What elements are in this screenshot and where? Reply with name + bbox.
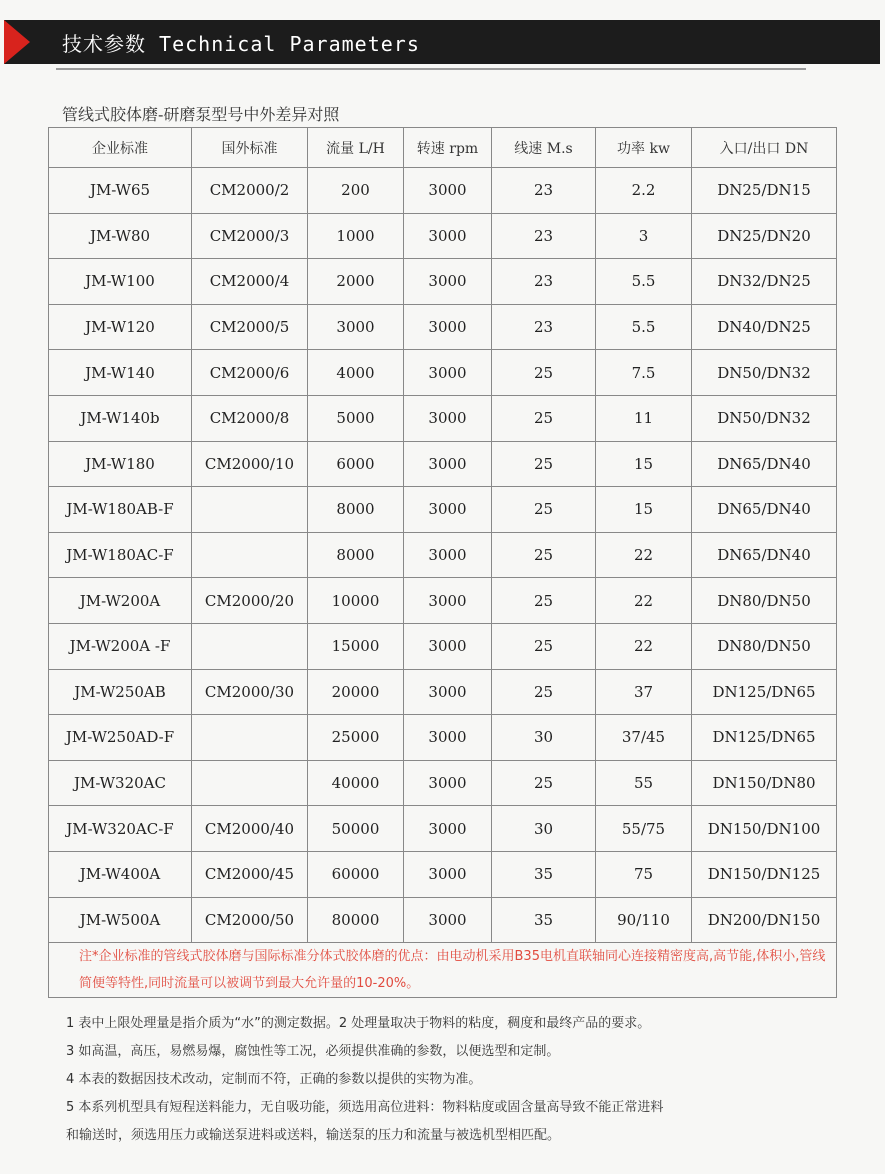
table-cell: 30 — [492, 806, 596, 852]
table-cell: 37 — [596, 669, 692, 715]
table-cell: 11 — [596, 395, 692, 441]
table-cell: JM-W140 — [49, 350, 192, 396]
table-cell: DN40/DN25 — [692, 304, 837, 350]
table-cell: CM2000/6 — [192, 350, 308, 396]
table-cell: 3000 — [404, 168, 492, 214]
table-cell — [192, 532, 308, 578]
table-row — [49, 441, 837, 487]
table-cell: 35 — [492, 851, 596, 897]
table-header-row — [49, 128, 837, 168]
table-row — [49, 578, 837, 624]
footnote: 4 本表的数据因技术改动，定制而不符，正确的参数以提供的实物为准。 — [66, 1072, 482, 1087]
table-cell — [192, 487, 308, 533]
table-row — [49, 304, 837, 350]
table-cell: JM-W180 — [49, 441, 192, 487]
section-title: 技术参数 Technical Parameters — [62, 32, 420, 56]
table-cell: JM-W320AC — [49, 760, 192, 806]
table-cell: JM-W250AD-F — [49, 715, 192, 761]
table-cell: 55 — [596, 760, 692, 806]
table-cell: 2000 — [308, 259, 404, 305]
table-cell: JM-W320AC-F — [49, 806, 192, 852]
table-cell: 50000 — [308, 806, 404, 852]
table-row — [49, 350, 837, 396]
table-cell: DN25/DN15 — [692, 168, 837, 214]
table-cell: 75 — [596, 851, 692, 897]
table-cell: 15 — [596, 487, 692, 533]
table-cell: 15 — [596, 441, 692, 487]
table-cell: 15000 — [308, 623, 404, 669]
table-cell: JM-W100 — [49, 259, 192, 305]
table-cell: CM2000/4 — [192, 259, 308, 305]
table-cell: 25 — [492, 623, 596, 669]
table-row — [49, 669, 837, 715]
table-row — [49, 487, 837, 533]
table-cell: 37/45 — [596, 715, 692, 761]
table-cell: 60000 — [308, 851, 404, 897]
table-cell: 22 — [596, 623, 692, 669]
table-cell: 23 — [492, 213, 596, 259]
footnote: 和输送时，须选用压力或输送泵进料或送料，输送泵的压力和流量与被选机型相匹配。 — [66, 1128, 561, 1143]
table-cell: 3000 — [404, 760, 492, 806]
footnote: 1 表中上限处理量是指介质为“水”的测定数据。2 处理量取决于物料的粘度，稠度和最终产品的要求。 — [66, 1016, 651, 1031]
table-cell: 3000 — [404, 213, 492, 259]
table-cell: 3000 — [404, 851, 492, 897]
parameters-table — [48, 127, 837, 998]
table-cell: JM-W250AB — [49, 669, 192, 715]
table-cell: 23 — [492, 259, 596, 305]
table-cell: 55/75 — [596, 806, 692, 852]
table-cell: 3000 — [404, 532, 492, 578]
table-cell: CM2000/45 — [192, 851, 308, 897]
table-cell: 25 — [492, 760, 596, 806]
table-cell: 3000 — [404, 715, 492, 761]
table-cell: JM-W500A — [49, 897, 192, 943]
table-cell: 25 — [492, 669, 596, 715]
table-cell: DN150/DN125 — [692, 851, 837, 897]
table-cell: JM-W140b — [49, 395, 192, 441]
table-cell: DN125/DN65 — [692, 669, 837, 715]
table-cell: CM2000/8 — [192, 395, 308, 441]
table-cell: 30 — [492, 715, 596, 761]
table-cell: 3 — [596, 213, 692, 259]
table-cell: 3000 — [404, 669, 492, 715]
table-cell: 25 — [492, 395, 596, 441]
table-cell: DN125/DN65 — [692, 715, 837, 761]
table-cell: CM2000/10 — [192, 441, 308, 487]
table-cell: JM-W120 — [49, 304, 192, 350]
table-cell: JM-W180AB-F — [49, 487, 192, 533]
table-cell: JM-W65 — [49, 168, 192, 214]
table-row — [49, 213, 837, 259]
table-cell: CM2000/30 — [192, 669, 308, 715]
table-title: 管线式胶体磨-研磨泵型号中外差异对照 — [62, 105, 340, 124]
table-cell: CM2000/20 — [192, 578, 308, 624]
table-cell: 22 — [596, 578, 692, 624]
table-cell: CM2000/2 — [192, 168, 308, 214]
table-cell: 35 — [492, 897, 596, 943]
table-cell — [192, 623, 308, 669]
table-row — [49, 395, 837, 441]
arrow-icon — [4, 20, 30, 64]
table-cell: JM-W180AC-F — [49, 532, 192, 578]
table-cell: DN32/DN25 — [692, 259, 837, 305]
table-cell: 4000 — [308, 350, 404, 396]
table-cell: 3000 — [404, 806, 492, 852]
table-cell: DN65/DN40 — [692, 532, 837, 578]
table-cell: 5.5 — [596, 259, 692, 305]
table-cell: 25000 — [308, 715, 404, 761]
table-cell: 25 — [492, 578, 596, 624]
table-cell: 10000 — [308, 578, 404, 624]
col-header: 功率 kw — [596, 128, 692, 168]
col-header: 国外标准 — [192, 128, 308, 168]
table-cell: DN65/DN40 — [692, 441, 837, 487]
table-cell — [192, 715, 308, 761]
table-cell: 23 — [492, 304, 596, 350]
table-cell: 3000 — [404, 623, 492, 669]
note-row — [49, 943, 837, 998]
table-cell: 25 — [492, 532, 596, 578]
table-cell: 5000 — [308, 395, 404, 441]
table-cell: 23 — [492, 168, 596, 214]
table-row — [49, 532, 837, 578]
table-row — [49, 806, 837, 852]
table-cell: 25 — [492, 350, 596, 396]
table-cell: 3000 — [404, 259, 492, 305]
table-cell: 20000 — [308, 669, 404, 715]
col-header: 转速 rpm — [404, 128, 492, 168]
table-cell: DN65/DN40 — [692, 487, 837, 533]
table-cell: 3000 — [404, 897, 492, 943]
table-cell: DN50/DN32 — [692, 350, 837, 396]
table-cell: 80000 — [308, 897, 404, 943]
table-cell: 8000 — [308, 487, 404, 533]
col-header: 流量 L/H — [308, 128, 404, 168]
table-cell: DN50/DN32 — [692, 395, 837, 441]
table-cell: JM-W200A — [49, 578, 192, 624]
table-cell: 200 — [308, 168, 404, 214]
table-row — [49, 715, 837, 761]
footnotes — [66, 1010, 826, 1150]
table-cell: 40000 — [308, 760, 404, 806]
table-cell: 2.2 — [596, 168, 692, 214]
table-cell: DN80/DN50 — [692, 578, 837, 624]
col-header: 企业标准 — [49, 128, 192, 168]
table-row — [49, 851, 837, 897]
section-header — [4, 20, 880, 64]
table-cell: DN150/DN80 — [692, 760, 837, 806]
footnote: 3 如高温，高压，易燃易爆，腐蚀性等工况，必须提供准确的参数，以便选型和定制。 — [66, 1044, 560, 1059]
table-cell: CM2000/5 — [192, 304, 308, 350]
table-cell: 22 — [596, 532, 692, 578]
table-row — [49, 760, 837, 806]
table-row — [49, 168, 837, 214]
table-cell: 3000 — [308, 304, 404, 350]
col-header: 线速 M.s — [492, 128, 596, 168]
divider — [56, 68, 806, 70]
table-cell: 8000 — [308, 532, 404, 578]
table-cell: 25 — [492, 487, 596, 533]
table-cell — [192, 760, 308, 806]
table-cell: CM2000/3 — [192, 213, 308, 259]
table-cell: DN25/DN20 — [692, 213, 837, 259]
table-cell: 3000 — [404, 441, 492, 487]
table-row — [49, 623, 837, 669]
table-row — [49, 897, 837, 943]
table-cell: DN80/DN50 — [692, 623, 837, 669]
table-cell: 3000 — [404, 578, 492, 624]
table-cell: 3000 — [404, 395, 492, 441]
table-row — [49, 259, 837, 305]
table-cell: 3000 — [404, 350, 492, 396]
col-header: 入口/出口 DN — [692, 128, 837, 168]
table-cell: DN150/DN100 — [692, 806, 837, 852]
table-cell: DN200/DN150 — [692, 897, 837, 943]
table-cell: JM-W80 — [49, 213, 192, 259]
table-cell: 7.5 — [596, 350, 692, 396]
table-cell: 25 — [492, 441, 596, 487]
table-cell: 90/110 — [596, 897, 692, 943]
table-cell: JM-W200A -F — [49, 623, 192, 669]
table-cell: 5.5 — [596, 304, 692, 350]
note-text: 注*企业标准的管线式胶体磨与国际标准分体式胶体磨的优点：由电动机采用B35电机直联轴同心连接精密度高,高节能,体积小,管线简便等特性,同时流量可以被调节到最大允许量的10-20%。 — [79, 949, 826, 992]
table-cell: CM2000/40 — [192, 806, 308, 852]
table-cell: 6000 — [308, 441, 404, 487]
table-cell: CM2000/50 — [192, 897, 308, 943]
table-cell: JM-W400A — [49, 851, 192, 897]
table-cell: 3000 — [404, 304, 492, 350]
footnote: 5 本系列机型具有短程送料能力，无自吸功能，须选用高位进料：物料粘度或固含量高导致不能正常进料 — [66, 1100, 664, 1115]
table-cell: 3000 — [404, 487, 492, 533]
table-cell: 1000 — [308, 213, 404, 259]
